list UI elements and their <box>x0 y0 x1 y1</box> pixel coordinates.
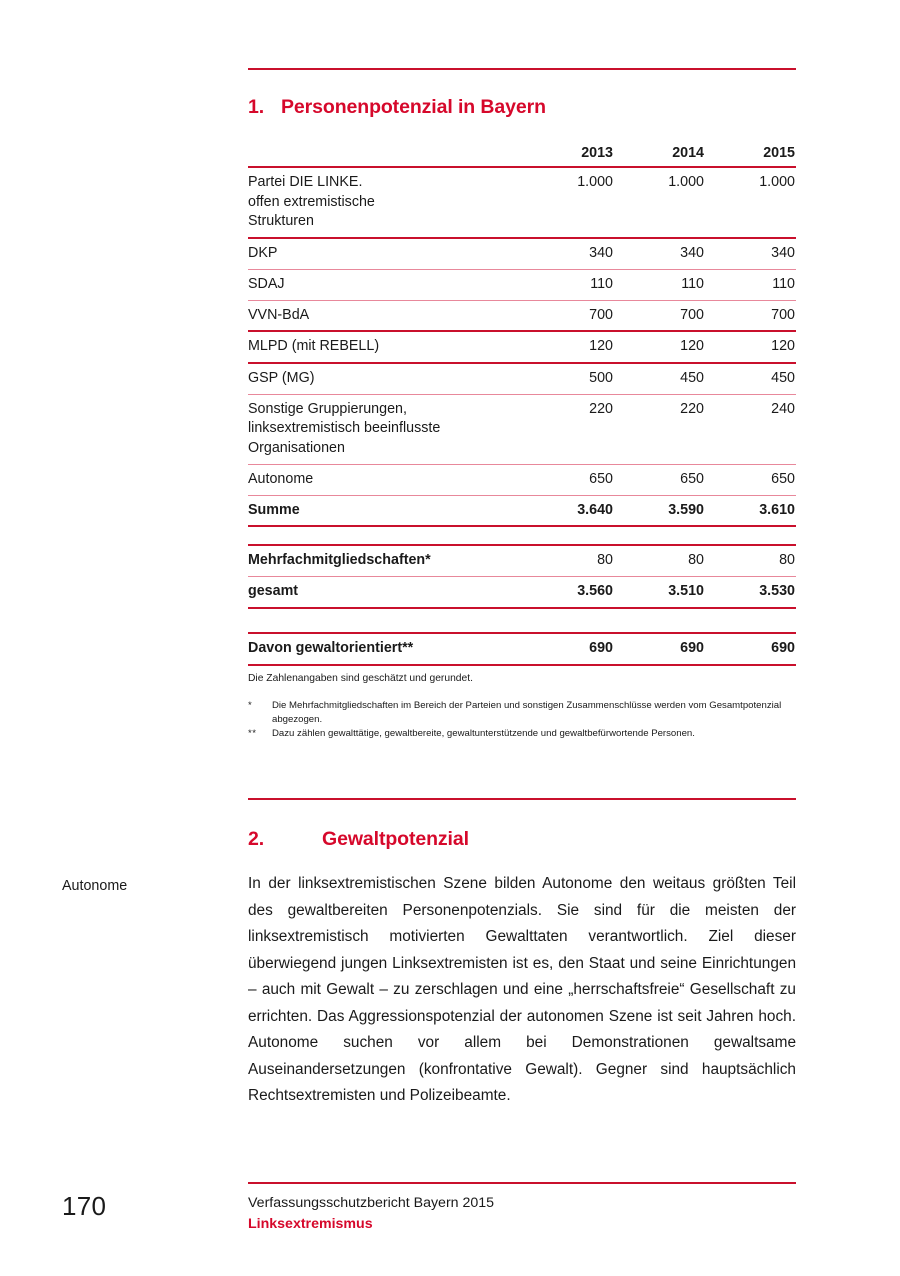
footnote-marker: ** <box>248 728 257 740</box>
row-label: VVN-BdA <box>248 300 523 331</box>
row-label: MLPD (mit REBELL) <box>248 331 523 363</box>
row-value-2014: 450 <box>614 363 705 394</box>
row-value-2014: 120 <box>614 331 705 363</box>
row-label: Summe <box>248 495 523 526</box>
footnote-text: Dazu zählen gewalttätige, gewaltbereite, gewaltunterstützende und gewaltbefürwortende Personen. <box>272 728 695 740</box>
table-row-summe <box>248 495 796 526</box>
row-value-2013: 120 <box>523 331 614 363</box>
row-value-2014: 650 <box>614 464 705 495</box>
table-row <box>248 238 796 269</box>
row-value-2015: 3.530 <box>705 577 796 608</box>
table-row <box>248 269 796 300</box>
table-row <box>248 363 796 394</box>
row-value-2015: 340 <box>705 238 796 269</box>
row-label: Mehrfachmitgliedschaften* <box>248 545 523 576</box>
row-value-2013: 690 <box>523 633 614 664</box>
row-value-2014: 220 <box>614 394 705 464</box>
row-value-2013: 700 <box>523 300 614 331</box>
table-row-mehrfach <box>248 545 796 576</box>
row-value-2014: 1.000 <box>614 167 705 238</box>
row-value-2015: 80 <box>705 545 796 576</box>
margin-note-autonome: Autonome <box>62 878 128 894</box>
footer-rule <box>248 1182 796 1184</box>
row-value-2013: 340 <box>523 238 614 269</box>
row-label: Partei DIE LINKE. offen extremistische Strukturen <box>248 167 523 238</box>
row-value-2013: 110 <box>523 269 614 300</box>
footnote-text: Die Mehrfachmitgliedschaften im Bereich der Parteien und sonstigen Zusammenschlüsse werden vom Gesamtpotenzial abgezogen. <box>272 699 782 726</box>
column-header-label <box>248 145 523 167</box>
content-column <box>248 68 796 1110</box>
page-number: 170 <box>62 1191 107 1221</box>
footer-section-name: Linksextremismus <box>248 1215 373 1232</box>
table-section-gap <box>248 608 796 633</box>
row-value-2014: 110 <box>614 269 705 300</box>
footnote-marker: * <box>248 699 253 711</box>
row-value-2015: 3.610 <box>705 495 796 526</box>
row-value-2013: 500 <box>523 363 614 394</box>
row-label: gesamt <box>248 577 523 608</box>
row-value-2013: 3.640 <box>523 495 614 526</box>
section1-title: Personenpotenzial in Bayern <box>281 96 546 118</box>
section2-title: Gewaltpotenzial <box>322 828 469 851</box>
row-value-2014: 690 <box>614 633 705 664</box>
table-section-gap <box>248 526 796 545</box>
row-value-2013: 80 <box>523 545 614 576</box>
row-label: Davon gewaltorientiert** <box>248 633 523 664</box>
row-value-2013: 650 <box>523 464 614 495</box>
table-bottom-rule <box>248 664 796 666</box>
section2-paragraph: In der linksextremistischen Szene bilden Autonome den weitaus größten Teil des gewaltbereiten Personenpotenzials. Sie sind für die meisten der linksextremistisch motivierten Gewalttaten verantwortlich. Ziel dieser überwiegend jungen Linksextremisten ist es, den Staat und seine Einrichtungen – auch mit Gewalt – zu zerschlagen und eine „herrschaftsfreie“ Gesellschaft zu errichten. Das Aggressionspotenzial der autonomen Szene ist seit Jahren hoch. Autonome suchen vor allem bei Demonstrationen gewaltsame Auseinandersetzungen (konfrontative Gewalt). Gegner sind hauptsächlich Rechtsextremisten und Polizeibeamte. <box>248 875 796 1105</box>
column-header-2013: 2013 <box>581 145 613 161</box>
section1-number: 1. <box>248 96 265 118</box>
row-value-2015: 690 <box>705 633 796 664</box>
footer-report-title: Verfassungsschutzbericht Bayern 2015 <box>248 1195 495 1211</box>
row-value-2013: 3.560 <box>523 577 614 608</box>
table-header-row <box>248 145 796 167</box>
section2-number: 2. <box>248 828 265 851</box>
row-label: Sonstige Gruppierungen, linksextremistisch beeinflusste Organisationen <box>248 394 523 464</box>
row-value-2013: 1.000 <box>523 167 614 238</box>
row-value-2015: 110 <box>705 269 796 300</box>
footnote-2 <box>248 727 796 741</box>
row-value-2015: 450 <box>705 363 796 394</box>
row-label: DKP <box>248 238 523 269</box>
table-row <box>248 464 796 495</box>
table-row-gesamt <box>248 577 796 608</box>
row-value-2015: 240 <box>705 394 796 464</box>
table-row <box>248 167 796 238</box>
footnote-1 <box>248 699 796 727</box>
table-row <box>248 331 796 363</box>
table-note: Die Zahlenangaben sind geschätzt und gerundet. <box>248 672 473 684</box>
row-value-2014: 700 <box>614 300 705 331</box>
row-label: GSP (MG) <box>248 363 523 394</box>
section1-top-rule <box>248 68 796 70</box>
row-value-2015: 1.000 <box>705 167 796 238</box>
row-value-2013: 220 <box>523 394 614 464</box>
table-row <box>248 394 796 464</box>
section2-heading <box>248 828 796 851</box>
section2-top-rule <box>248 798 796 800</box>
row-value-2014: 3.510 <box>614 577 705 608</box>
row-label: Autonome <box>248 464 523 495</box>
table-row <box>248 300 796 331</box>
row-value-2015: 120 <box>705 331 796 363</box>
row-label: SDAJ <box>248 269 523 300</box>
row-value-2014: 340 <box>614 238 705 269</box>
footnotes <box>248 699 796 742</box>
column-header-2015: 2015 <box>763 145 795 161</box>
section1-heading <box>248 96 796 119</box>
row-value-2014: 80 <box>614 545 705 576</box>
column-header-2014: 2014 <box>672 145 704 161</box>
table-row-gewaltorientiert <box>248 633 796 664</box>
row-value-2015: 700 <box>705 300 796 331</box>
personenpotenzial-table <box>248 145 796 664</box>
row-value-2015: 650 <box>705 464 796 495</box>
footer <box>248 1193 494 1234</box>
row-value-2014: 3.590 <box>614 495 705 526</box>
